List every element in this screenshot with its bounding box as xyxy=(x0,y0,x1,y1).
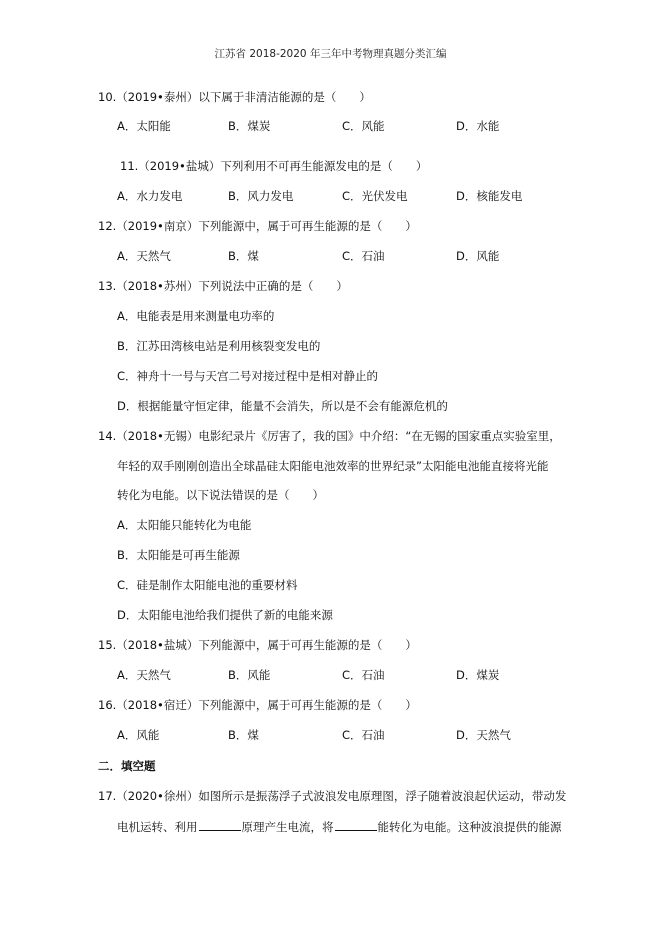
question-17-line-2 xyxy=(117,818,562,835)
q17-text-part-2: 原理产生电流，将 xyxy=(241,820,334,834)
q17-blank-1[interactable] xyxy=(199,818,241,831)
q14-option-c: C．硅是制作太阳能电池的重要材料 xyxy=(117,578,298,592)
question-14-stem-line-2: 年轻的双手刚刚创造出全球晶硅太阳能电池效率的世界纪录”太阳能电池能直接将光能 xyxy=(117,459,549,473)
question-17-line-1: 17.（2020•徐州）如图所示是振荡浮子式波浪发电原理图，浮子随着波浪起伏运动，带动发 xyxy=(98,789,567,803)
q13-option-b: B．江苏田湾核电站是利用核裂变发电的 xyxy=(117,339,321,353)
q15-option-a: A．天然气 xyxy=(117,668,171,682)
question-15-stem: 15.（2018•盐城）下列能源中，属于可再生能源的是（ ） xyxy=(98,638,417,652)
page-header: 江苏省 2018-2020 年三年中考物理真题分类汇编 xyxy=(214,48,447,60)
question-14-stem-line-3: 转化为电能。以下说法错误的是（ ） xyxy=(117,488,324,502)
q14-option-b: B．太阳能是可再生能源 xyxy=(117,548,240,562)
q15-option-d: D．煤炭 xyxy=(456,668,500,682)
q11-option-c: C．光伏发电 xyxy=(342,189,408,203)
q11-option-d: D．核能发电 xyxy=(456,189,523,203)
q17-text-part-3: 能转化为电能。这种波浪提供的能源 xyxy=(377,820,562,834)
q11-option-a: A．水力发电 xyxy=(117,189,183,203)
q13-option-d: D．根据能量守恒定律，能量不会消失，所以是不会有能源危机的 xyxy=(117,399,448,413)
q10-option-d: D．水能 xyxy=(456,119,500,133)
q10-option-c: C．风能 xyxy=(342,119,385,133)
q16-option-b: B．煤 xyxy=(228,728,259,742)
question-11-stem: 11.（2019•盐城）下列利用不可再生能源发电的是（ ） xyxy=(120,159,428,173)
section-fill-in-title: 二．填空题 xyxy=(98,759,156,773)
q12-option-d: D．风能 xyxy=(456,249,500,263)
q16-option-d: D．天然气 xyxy=(456,728,511,742)
q11-option-b: B．风力发电 xyxy=(228,189,294,203)
q14-option-a: A．太阳能只能转化为电能 xyxy=(117,518,252,532)
q17-blank-2[interactable] xyxy=(335,818,377,831)
q12-option-b: B．煤 xyxy=(228,249,259,263)
question-10-stem: 10.（2019•泰州）以下属于非清洁能源的是（ ） xyxy=(98,90,371,104)
q16-option-a: A．风能 xyxy=(117,728,160,742)
q15-option-b: B．风能 xyxy=(228,668,271,682)
question-14-stem-line-1: 14.（2018•无锡）电影纪录片《厉害了，我的国》中介绍：“在无锡的国家重点实验室里， xyxy=(98,429,561,443)
q10-option-a: A．太阳能 xyxy=(117,119,171,133)
question-16-stem: 16.（2018•宿迁）下列能源中，属于可再生能源的是（ ） xyxy=(98,698,417,712)
q13-option-a: A．电能表是用来测量电功率的 xyxy=(117,309,275,323)
q16-option-c: C．石油 xyxy=(342,728,385,742)
q15-option-c: C．石油 xyxy=(342,668,385,682)
q12-option-c: C．石油 xyxy=(342,249,385,263)
question-13-stem: 13.（2018•苏州）下列说法中正确的是（ ） xyxy=(98,279,348,293)
q14-option-d: D．太阳能电池给我们提供了新的电能来源 xyxy=(117,608,333,622)
q12-option-a: A．天然气 xyxy=(117,249,171,263)
q17-text-part-1: 电机运转、利用 xyxy=(117,820,198,834)
q10-option-b: B．煤炭 xyxy=(228,119,271,133)
q13-option-c: C．神舟十一号与天宫二号对接过程中是相对静止的 xyxy=(117,369,379,383)
question-12-stem: 12.（2019•南京）下列能源中，属于可再生能源的是（ ） xyxy=(98,219,417,233)
